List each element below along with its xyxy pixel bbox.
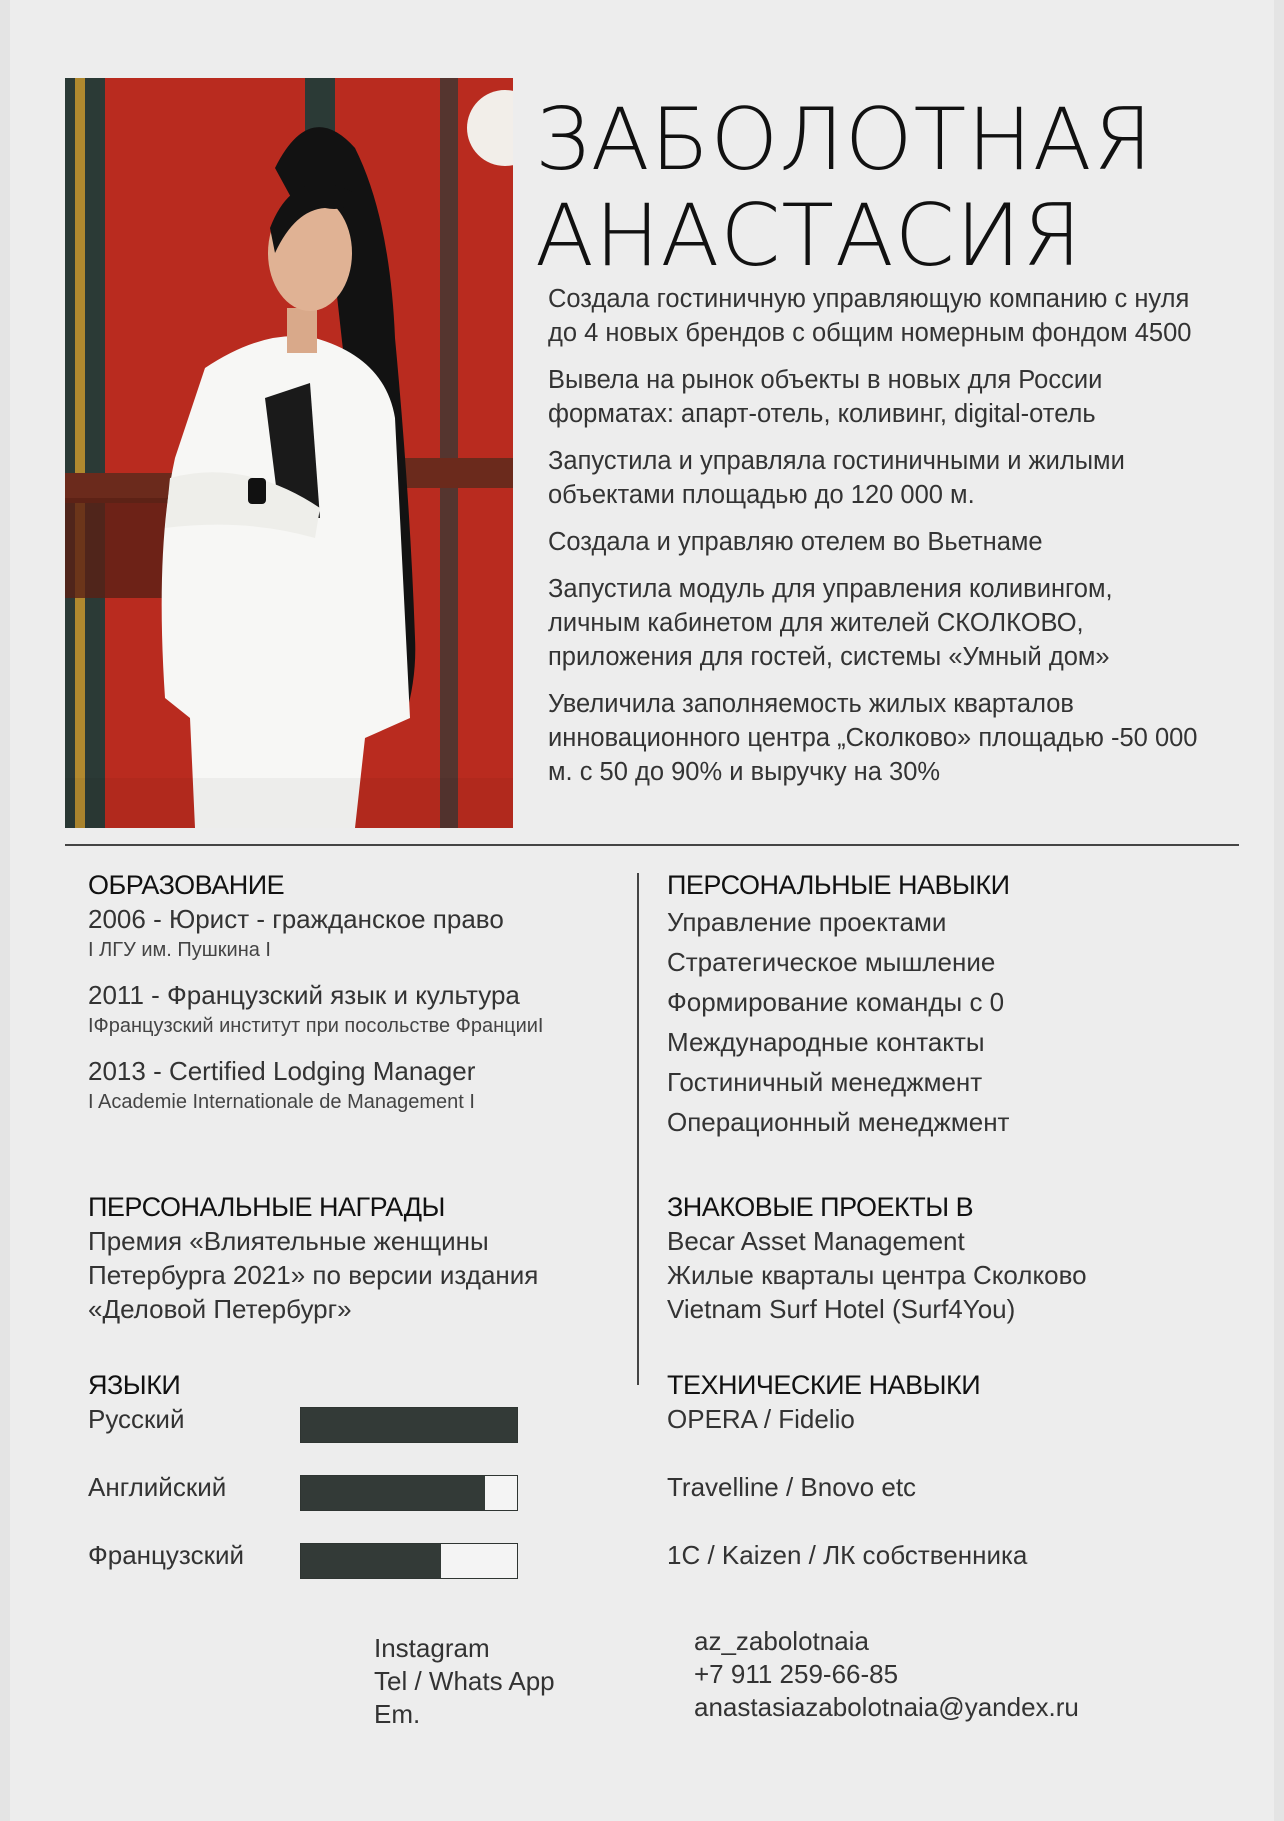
contact-label-instagram: Instagram xyxy=(374,1633,490,1663)
education-item-main: 2011 - Французский язык и культура xyxy=(88,980,520,1010)
projects-title: ЗНАКОВЫЕ ПРОЕКТЫ В xyxy=(667,1192,974,1222)
language-row xyxy=(88,1538,568,1606)
achievement-item: Создала гостиничную управляющую компанию с нуля до 4 новых брендов с общим номерным фондом 4500 xyxy=(548,285,1192,347)
education-item-main: 2013 - Certified Lodging Manager xyxy=(88,1056,476,1086)
education-item xyxy=(88,902,633,964)
awards-section xyxy=(88,1190,633,1326)
education-item-sub: IФранцузский институт при посольстве ФранцииI xyxy=(88,1015,544,1037)
skill-item: Гостиничный менеджмент xyxy=(667,1067,983,1097)
skill-item: Управление проектами xyxy=(667,907,947,937)
achievement-item: Вывела на рынок объекты в новых для России форматах: апарт-отель, коливинг, digital-отель xyxy=(548,366,1103,428)
language-level-bar xyxy=(300,1475,518,1511)
name-line-1: ЗАБОЛОТНАЯ xyxy=(535,90,1154,190)
tech-skill-item: 1С / Kaizen / ЛК собственника xyxy=(667,1540,1028,1570)
achievement-item: Создала и управляю отелем во Вьетнаме xyxy=(548,528,1043,556)
resume-page xyxy=(10,0,1274,1821)
tech-skill-item: Travelline / Bnovo etc xyxy=(667,1472,917,1502)
project-item: Жилые кварталы центра Сколково xyxy=(667,1260,1087,1290)
achievements-list xyxy=(548,282,1208,802)
tech-skill-item: OPERA / Fidelio xyxy=(667,1404,855,1434)
skills-title: ПЕРСОНАЛЬНЫЕ НАВЫКИ xyxy=(667,870,1010,900)
skill-item: Операционный менеджмент xyxy=(667,1107,1010,1137)
contact-label-phone: Tel / Whats App xyxy=(374,1666,555,1696)
language-level-fill xyxy=(301,1476,485,1510)
languages-title: ЯЗЫКИ xyxy=(88,1370,181,1400)
name-line-2: АНАСТАСИЯ xyxy=(535,186,1083,286)
contact-labels xyxy=(374,1632,634,1731)
email-address[interactable]: anastasiazabolotnaia@yandex.ru xyxy=(694,1692,1079,1722)
languages-section xyxy=(88,1368,568,1606)
vertical-divider xyxy=(637,873,639,1385)
language-row xyxy=(88,1402,568,1470)
education-title: ОБРАЗОВАНИЕ xyxy=(88,870,285,900)
language-level-bar xyxy=(300,1407,518,1443)
language-name: Французский xyxy=(88,1540,244,1570)
awards-text: Премия «Влиятельные женщины Петербурга 2021» по версии издания «Деловой Петербург» xyxy=(88,1226,539,1324)
tech-skills-section xyxy=(667,1368,1227,1606)
horizontal-divider xyxy=(65,844,1239,846)
contact-values xyxy=(694,1625,1214,1724)
portrait-photo-illustration xyxy=(65,78,513,828)
projects-section xyxy=(667,1190,1227,1326)
language-name: Русский xyxy=(88,1404,185,1434)
skill-item: Международные контакты xyxy=(667,1027,985,1057)
contact-label-email: Em. xyxy=(374,1699,421,1729)
education-item xyxy=(88,1054,633,1116)
language-level-fill xyxy=(301,1544,441,1578)
awards-title: ПЕРСОНАЛЬНЫЕ НАГРАДЫ xyxy=(88,1192,445,1222)
skills-section xyxy=(667,868,1227,1142)
education-item xyxy=(88,978,633,1040)
resume-name xyxy=(535,92,1235,284)
phone-number[interactable]: +7 911 259-66-85 xyxy=(694,1659,899,1689)
achievement-item: Запустила и управляла гостиничными и жилыми объектами площадью до 120 000 м. xyxy=(548,447,1125,509)
project-item: Vietnam Surf Hotel (Surf4You) xyxy=(667,1294,1016,1324)
skill-item: Формирование команды с 0 xyxy=(667,987,1005,1017)
tech-skills-title: ТЕХНИЧЕСКИЕ НАВЫКИ xyxy=(667,1370,981,1400)
education-item-sub: I Academie Internationale de Management I xyxy=(88,1091,475,1113)
skill-item: Стратегическое мышление xyxy=(667,947,996,977)
instagram-handle[interactable]: az_zabolotnaia xyxy=(694,1626,869,1656)
achievement-item: Увеличила заполняемость жилых кварталов инновационного центра „Сколково» площадью -50 000 м. с 50 до 90% и выручку на 30% xyxy=(548,690,1198,786)
education-section xyxy=(88,868,633,1130)
portrait-photo xyxy=(65,78,513,828)
achievement-item: Запустила модуль для управления коливингом, личным кабинетом для жителей СКОЛКОВО, приложения для гостей, системы «Умный дом» xyxy=(548,575,1113,671)
language-level-fill xyxy=(301,1408,517,1442)
project-item: Becar Asset Management xyxy=(667,1226,965,1256)
language-name: Английский xyxy=(88,1472,227,1502)
education-item-sub: I ЛГУ им. Пушкина I xyxy=(88,939,271,961)
language-row xyxy=(88,1470,568,1538)
education-item-main: 2006 - Юрист - гражданское право xyxy=(88,904,504,934)
language-level-bar xyxy=(300,1543,518,1579)
